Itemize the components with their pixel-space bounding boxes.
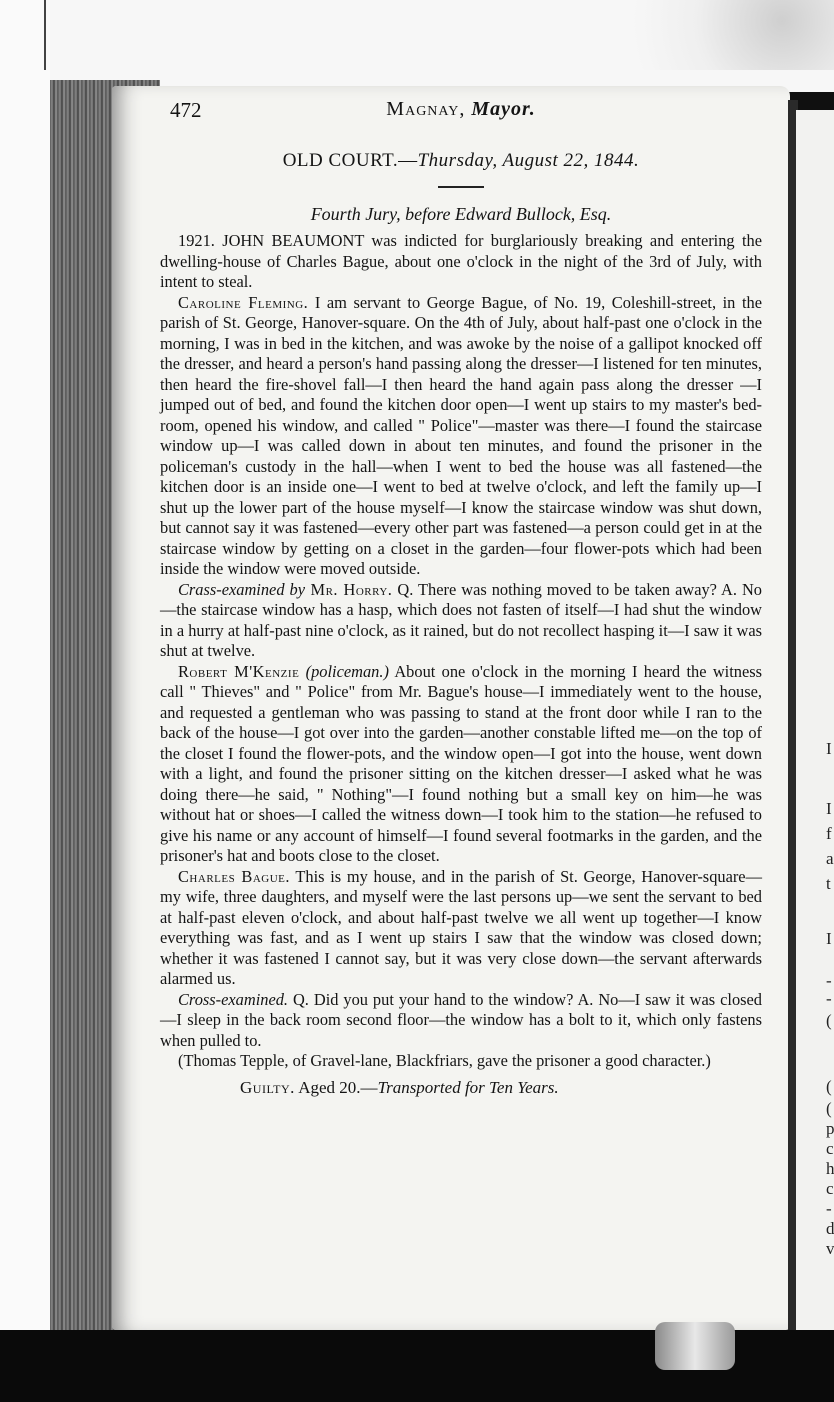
examination-intro: Crass-examined by [178,579,305,599]
facing-page-fragment: f [826,824,832,843]
witness-role: (policeman.) [299,661,389,681]
scanner-background-left [0,0,50,1402]
scanner-noise [574,0,834,70]
running-title [160,98,762,121]
facing-page-fragment: ( [826,1099,832,1118]
session-heading [160,150,762,172]
running-head [160,98,762,128]
facing-page-fragment: t [826,874,831,893]
verdict-label: Guilty. [240,1077,295,1097]
examination-intro: Cross-examined. [178,989,289,1009]
facing-page-fragment: v [826,1239,834,1258]
facing-page-fragment: c [826,1139,834,1158]
facing-page-fragment: h [826,1159,834,1178]
facing-page-edge [796,110,834,1330]
testimony-paragraph [160,990,762,1052]
testimony-paragraph [160,662,762,867]
facing-page-fragment: - [826,1199,832,1218]
facing-page-fragment: a [826,849,834,868]
case-paragraph [160,231,762,293]
facing-page-fragment: I [826,799,832,818]
testimony-text: Q. Did you put your hand to the window? A. No—I saw it was closed—I sleep in the back room second floor—the window has a bolt to it, which only fastens when pulled to. [160,989,762,1050]
testimony-text: Q. There was nothing moved to be taken away? A. No—the staircase window has a hasp, which does not fasten of itself—I had shut the window in a hurry at half-past nine o'clock, as it rained, but do not recollect hasping it—I saw it was shut at twelve. [160,579,763,660]
examiner-name: Mr. Horry. [305,579,393,599]
facing-page-fragment: - [826,971,832,990]
facing-page-fragment: I [826,739,832,758]
page-content [160,92,762,1098]
testimony-text: This is my house, and in the parish of St. George, Hanover-square—my wife, three daughters, and myself were the last persons up—we sent the servant to bed at half-past eleven o'clock, and about half-past twelve we all went up together—I know everything was fast, and as I went up stairs I saw that the window was closed down; whether it was fastened I cannot say, but it was very close down—the servant afterwards alarmed us. [160,866,762,988]
testimony-text: I am servant to George Bague, of No. 19, Coleshill-street, in the parish of St. George, Hanover-square. On the 4th of July, about half-past one o'clock in the morning, I was in bed in the kitchen, and was awoke by the noise of a gallipot knocked off the dresser, and heard a person's hand passing along the dresser—I listened for ten minutes, then heard the fire-shovel fall—I then heard the hand again pass along the dresser —I jumped out of bed, and found the kitchen door open—I went up stairs to my master's bed-room, opened his window, and called " Police"—master was there—I found the staircase window up—I was called down in about ten minutes, and found the prisoner in the policeman's custody in the hall—when I went to bed the house was all fastened—the kitchen door is an inside one—I went to bed at twelve o'clock, and left the family up—I shut up the lower part of the house myself—I know the staircase window was shut down, but cannot say it was fastened—every other part was fastened—a person could get in at the staircase window by getting on a closet in the garden—four flower-pots which had been inside the window were moved outside. [160,292,762,578]
section-rule [438,186,484,188]
jury-line: Fourth Jury, before Edward Bullock, Esq. [310,204,612,224]
facing-page-fragment: I [826,929,832,948]
witness-name: Robert M'Kenzie [178,661,300,681]
prisoner-age: Aged 20.— [294,1077,378,1097]
case-number-and-name: 1921. JOHN BEAUMONT [178,231,365,250]
testimony-paragraph [160,293,762,580]
testimony-paragraph [160,580,762,662]
verdict-line [160,1078,762,1099]
facing-page-fragment: ( [826,1077,832,1096]
facing-page-fragment: d [826,1219,834,1238]
testimony-text: About one o'clock in the morning I heard the witness call " Thieves" and " Police" from Mr. Bague's house—I immediately went to the house, and requested a gentleman who was passing to stand at the front door while I ran to the back of the house—I got over into the garden—another constable lifted me—on the top of the closet I found the flower-pots, and the window open—I got into the house, went down with a light, and found the prisoner sitting on the kitchen dresser—I asked what he was doing there—he said, " Nothing"—I found nothing but a small key on him—he was without hat or shoes—I called the witness down—I took him to the station—he refused to give his name or any account of himself—I found several footmarks in the garden, and the prisoner's hat and boots close to the closet. [160,661,762,865]
facing-page-fragment: ( [826,1011,832,1030]
testimony-paragraph [160,867,762,990]
facing-page-fragment: - [826,989,832,1008]
character-witness-paragraph [160,1051,762,1072]
facing-page-fragment: p [826,1119,834,1138]
witness-name: Charles Bague. [178,866,290,886]
running-title-name: Magnay, [386,98,466,120]
case-indictment: was indicted for burglariously breaking and entering the dwelling-house of Charles Bague, about one o'clock in the night of the 3rd of July, with intent to steal. [160,231,762,291]
trial-text [160,231,762,1098]
testimony-text: (Thomas Tepple, of Gravel-lane, Blackfriars, gave the prisoner a good character.) [178,1051,711,1070]
witness-name: Caroline Fleming. [178,292,309,312]
session-date: Thursday, August 22, 1844. [417,150,640,171]
court-name: OLD COURT.— [282,150,418,171]
sentence: Transported for Ten Years. [377,1077,559,1097]
page-number: 472 [170,98,202,122]
page-corner-glare [655,1322,735,1370]
facing-page-fragment: c [826,1179,834,1198]
running-title-office: Mayor. [471,98,536,120]
scan-edge-line [44,0,46,70]
